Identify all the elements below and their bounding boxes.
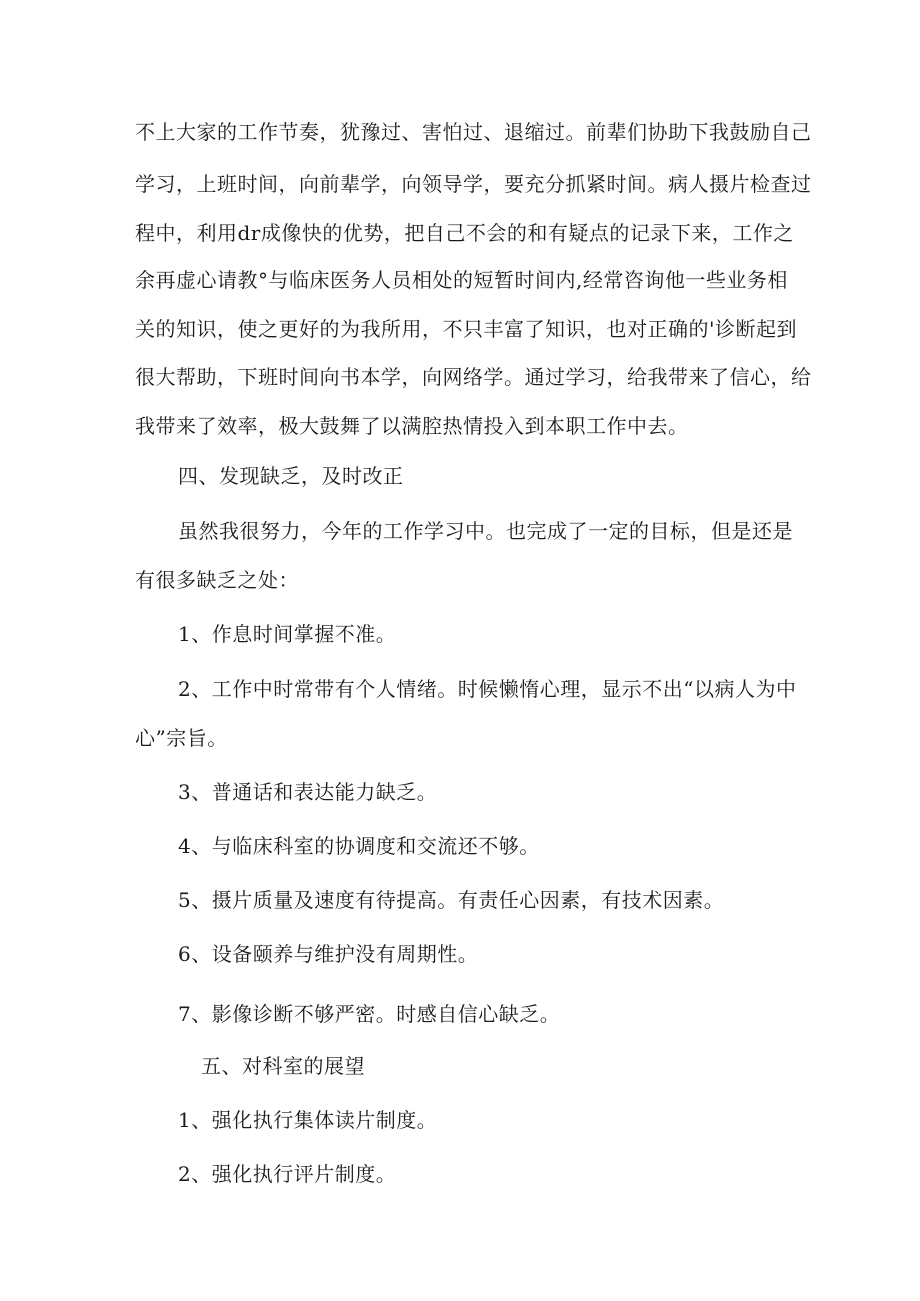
list-item: 4、与临床科室的协调度和交流还不够。 [178, 834, 540, 858]
list-item-continuation: 心”宗旨。 [135, 726, 228, 750]
paragraph-line: 很大帮助，下班时间向书本学，向网络学。通过学习，给我带来了信心，给 [135, 365, 812, 389]
list-item: 2、工作中时常带有个人情绪。时候懒惰心理，显示不出“以病人为中 [178, 677, 797, 701]
paragraph-line: 学习，上班时间，向前辈学，向领导学，要充分抓紧时间。病人摄片检查过 [135, 172, 812, 196]
list-item: 1、作息时间掌握不准。 [178, 622, 397, 646]
list-item: 1、强化执行集体读片制度。 [178, 1108, 438, 1132]
paragraph-line: 虽然我很努力，今年的工作学习中。也完成了一定的目标，但是还是 [178, 519, 793, 543]
paragraph-line: 不上大家的工作节奏，犹豫过、害怕过、退缩过。前辈们协助下我鼓励自己 [135, 120, 812, 144]
paragraph-line: 我带来了效率，极大鼓舞了以满腔热情投入到本职工作中去。 [135, 414, 689, 438]
paragraph-line: 余再虚心请教°与临床医务人员相处的短暂时间内,经常咨询他一些业务相 [135, 268, 788, 292]
paragraph-line: 关的知识，使之更好的为我所用，不只丰富了知识，也对正确的'诊断起到 [135, 317, 797, 341]
list-item: 5、摄片质量及速度有待提高。有责任心因素，有技术因素。 [178, 888, 725, 912]
list-item: 2、强化执行评片制度。 [178, 1162, 397, 1186]
paragraph-line: 有很多缺乏之处： [135, 568, 299, 592]
section-heading: 四、发现缺乏，及时改正 [178, 464, 404, 488]
list-item: 3、普通话和表达能力缺乏。 [178, 780, 438, 804]
list-item: 7、影像诊断不够严密。时感自信心缺乏。 [178, 1002, 561, 1026]
section-heading: 五、对科室的展望 [201, 1054, 365, 1078]
list-item: 6、设备颐养与维护没有周期性。 [178, 942, 479, 966]
paragraph-line: 程中，利用dr成像快的优势，把自己不会的和有疑点的记录下来，工作之 [135, 221, 794, 245]
